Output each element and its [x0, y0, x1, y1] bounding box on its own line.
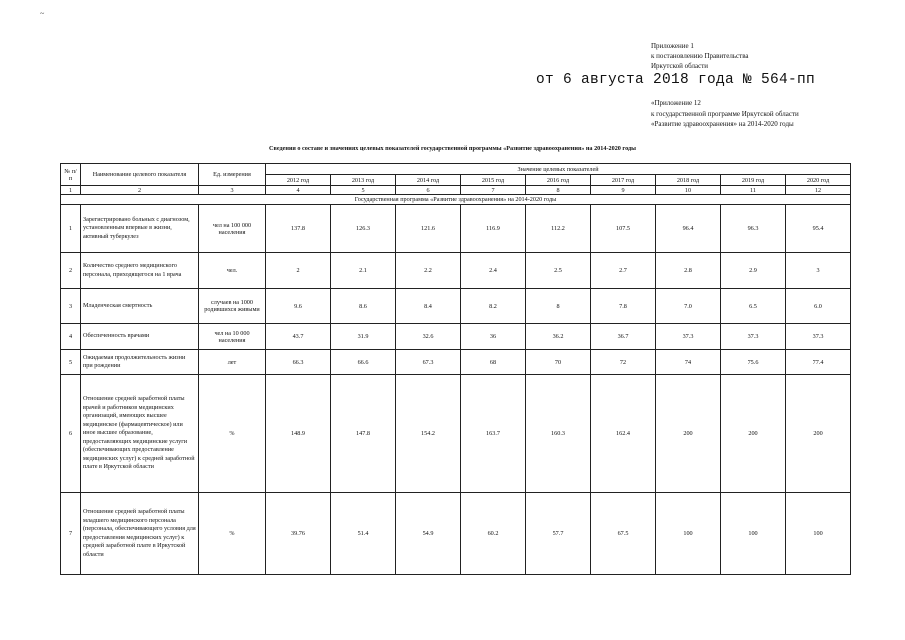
row-value: 200	[721, 375, 786, 493]
row-value: 7.8	[591, 289, 656, 324]
row-value: 200	[656, 375, 721, 493]
row-value: 96.3	[721, 205, 786, 253]
row-value: 96.4	[656, 205, 721, 253]
row-value: 2.2	[396, 253, 461, 289]
row-value: 77.4	[786, 350, 851, 375]
table-header-row	[61, 164, 851, 175]
header-year: 2017 год	[591, 175, 656, 186]
program-row	[61, 195, 851, 205]
row-value: 9.6	[266, 289, 331, 324]
row-value: 160.3	[526, 375, 591, 493]
row-value: 43.7	[266, 324, 331, 350]
row-value: 137.8	[266, 205, 331, 253]
decree-date-number: от 6 августа 2018 года № 564-пп	[536, 72, 816, 88]
row-name: Обеспеченность врачами	[81, 324, 199, 350]
row-value: 162.4	[591, 375, 656, 493]
row-value: 100	[656, 493, 721, 575]
column-number: 12	[786, 186, 851, 195]
row-value: 67.3	[396, 350, 461, 375]
column-number: 9	[591, 186, 656, 195]
annex-header	[651, 98, 799, 130]
decree-header	[651, 41, 749, 71]
row-value: 37.3	[656, 324, 721, 350]
row-value: 154.2	[396, 375, 461, 493]
row-unit: чел на 100 000 населения	[199, 205, 266, 253]
row-value: 95.4	[786, 205, 851, 253]
header-line-1: Приложение 1	[651, 42, 694, 50]
table-row	[61, 493, 851, 575]
row-value: 2.1	[331, 253, 396, 289]
row-value: 100	[721, 493, 786, 575]
row-value: 8.2	[461, 289, 526, 324]
header-unit: Ед. измерения	[199, 164, 266, 186]
row-value: 37.3	[786, 324, 851, 350]
row-value: 37.3	[721, 324, 786, 350]
row-value: 116.9	[461, 205, 526, 253]
column-number: 2	[81, 186, 199, 195]
row-unit: %	[199, 375, 266, 493]
header-num: № п/п	[61, 164, 81, 186]
row-value: 31.9	[331, 324, 396, 350]
row-value: 121.6	[396, 205, 461, 253]
row-value: 2.7	[591, 253, 656, 289]
column-number: 1	[61, 186, 81, 195]
table-row	[61, 324, 851, 350]
row-value: 74	[656, 350, 721, 375]
row-value: 163.7	[461, 375, 526, 493]
column-number: 7	[461, 186, 526, 195]
column-number: 11	[721, 186, 786, 195]
annex-line-1: «Приложение 12	[651, 99, 701, 107]
row-name: Отношение средней заработной платы младшего медицинского персонала (персонала, обеспечивающего условия для предоставления медицинских услуг) к средней заработной плате в Иркутской области	[81, 493, 199, 575]
row-value: 107.5	[591, 205, 656, 253]
column-number: 5	[331, 186, 396, 195]
row-num: 5	[61, 350, 81, 375]
row-value: 70	[526, 350, 591, 375]
column-number: 10	[656, 186, 721, 195]
header-line-3: Иркутской области	[651, 62, 709, 70]
table-row	[61, 289, 851, 324]
annex-line-3: «Развитие здравоохранения» на 2014-2020 годы	[651, 120, 794, 128]
header-year: 2014 год	[396, 175, 461, 186]
row-value: 8	[526, 289, 591, 324]
column-number-row	[61, 186, 851, 195]
row-value: 2.4	[461, 253, 526, 289]
row-value: 6.0	[786, 289, 851, 324]
row-value: 8.4	[396, 289, 461, 324]
header-year: 2012 год	[266, 175, 331, 186]
row-value: 2	[266, 253, 331, 289]
table-row	[61, 253, 851, 289]
row-value: 66.3	[266, 350, 331, 375]
document-title: Сведения о составе и значениях целевых показателей государственной программы «Развитие здравоохранения» на 2014-2020 годы	[269, 145, 636, 152]
row-name: Количество среднего медицинского персонала, приходящегося на 1 врача	[81, 253, 199, 289]
table-row	[61, 205, 851, 253]
row-num: 3	[61, 289, 81, 324]
row-value: 100	[786, 493, 851, 575]
header-values-group: Значение целевых показателей	[266, 164, 851, 175]
row-value: 68	[461, 350, 526, 375]
column-number: 4	[266, 186, 331, 195]
row-name: Зарегистрировано больных с диагнозом, установленным впервые в жизни, активный туберкулез	[81, 205, 199, 253]
header-year: 2018 год	[656, 175, 721, 186]
row-unit: чел.	[199, 253, 266, 289]
header-line-2: к постановлению Правительства	[651, 52, 749, 60]
row-num: 1	[61, 205, 81, 253]
row-num: 6	[61, 375, 81, 493]
row-value: 75.6	[721, 350, 786, 375]
header-name: Наименование целевого показателя	[81, 164, 199, 186]
annex-line-2: к государственной программе Иркутской области	[651, 109, 799, 118]
row-num: 2	[61, 253, 81, 289]
row-value: 51.4	[331, 493, 396, 575]
program-title: Государственная программа «Развитие здравоохранения» на 2014-2020 годы	[61, 195, 851, 205]
row-value: 147.8	[331, 375, 396, 493]
row-value: 2.9	[721, 253, 786, 289]
row-value: 6.5	[721, 289, 786, 324]
row-name: Отношение средней заработной платы врачей и работников медицинских организаций, имеющих высшее медицинское (фармацевтическое) или иное высшее образование, предоставляющих медицинские услуги (обеспечивающих предоставление медицинских услуг) к средней заработной плате в Иркутской области	[81, 375, 199, 493]
row-value: 7.0	[656, 289, 721, 324]
row-unit: %	[199, 493, 266, 575]
row-value: 112.2	[526, 205, 591, 253]
row-value: 72	[591, 350, 656, 375]
row-unit: случаев на 1000 родившихся живыми	[199, 289, 266, 324]
row-num: 7	[61, 493, 81, 575]
column-number: 3	[199, 186, 266, 195]
row-value: 54.9	[396, 493, 461, 575]
row-value: 36.2	[526, 324, 591, 350]
row-value: 200	[786, 375, 851, 493]
row-value: 3	[786, 253, 851, 289]
header-year: 2016 год	[526, 175, 591, 186]
row-unit: чел на 10 000 населения	[199, 324, 266, 350]
table-row	[61, 375, 851, 493]
row-value: 8.6	[331, 289, 396, 324]
row-value: 32.6	[396, 324, 461, 350]
row-value: 66.6	[331, 350, 396, 375]
row-value: 39.76	[266, 493, 331, 575]
row-value: 36	[461, 324, 526, 350]
row-value: 57.7	[526, 493, 591, 575]
row-unit: лет	[199, 350, 266, 375]
row-value: 60.2	[461, 493, 526, 575]
row-value: 67.5	[591, 493, 656, 575]
row-value: 2.5	[526, 253, 591, 289]
row-num: 4	[61, 324, 81, 350]
row-name: Младенческая смертность	[81, 289, 199, 324]
header-year: 2015 год	[461, 175, 526, 186]
corner-mark: ~	[40, 9, 45, 18]
indicators-table	[60, 163, 851, 575]
row-name: Ожидаемая продолжительность жизни при рождении	[81, 350, 199, 375]
header-year: 2019 год	[721, 175, 786, 186]
row-value: 36.7	[591, 324, 656, 350]
table-row	[61, 350, 851, 375]
column-number: 8	[526, 186, 591, 195]
header-year: 2020 год	[786, 175, 851, 186]
row-value: 2.8	[656, 253, 721, 289]
column-number: 6	[396, 186, 461, 195]
header-year: 2013 год	[331, 175, 396, 186]
row-value: 148.9	[266, 375, 331, 493]
row-value: 126.3	[331, 205, 396, 253]
